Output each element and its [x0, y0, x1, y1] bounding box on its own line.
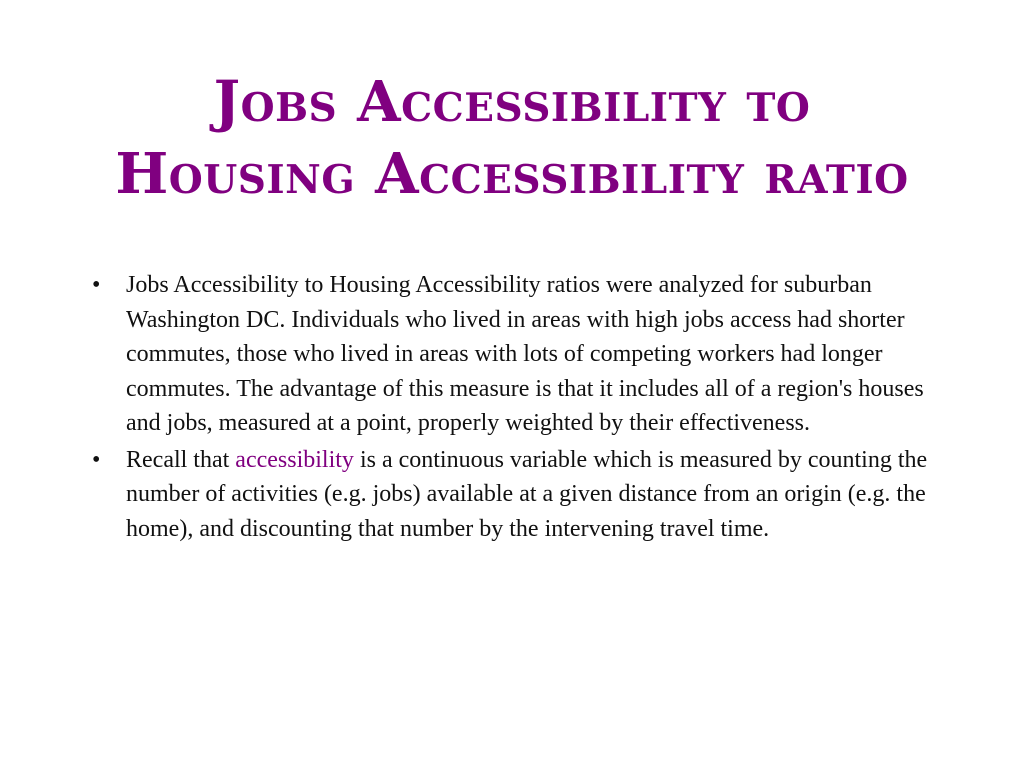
slide-title-line-1: Jobs Accessibility to — [213, 69, 811, 135]
slide-title — [0, 66, 1024, 210]
bullet-item-1 — [92, 268, 952, 441]
bullet-text: Jobs Accessibility to Housing Accessibility ratios were analyzed for suburban Washington DC. Individuals who lived in areas with high jobs access had shorter commutes, those who lived in areas with lots of competing workers had longer commutes. The advantage of this measure is that it includes all of a region's houses and jobs, measured at a point, properly weighted by their effectiveness. — [126, 272, 924, 436]
bullet-text-after: is a continuous variable which is measured by counting the number of activities (e.g. jobs) available at a given distance from an origin (e.g. the home), and discounting that number by the intervening travel time. — [126, 446, 928, 542]
slide-title-line-2: Housing Accessibility ratio — [115, 141, 909, 207]
bullet-text-before: Recall that — [126, 446, 236, 473]
bullet-item-2 — [92, 443, 952, 547]
bullet-marker: • — [92, 272, 101, 298]
accessibility-term: accessibility — [235, 446, 354, 473]
bullet-marker: • — [92, 446, 101, 473]
bullet-list — [92, 268, 952, 548]
